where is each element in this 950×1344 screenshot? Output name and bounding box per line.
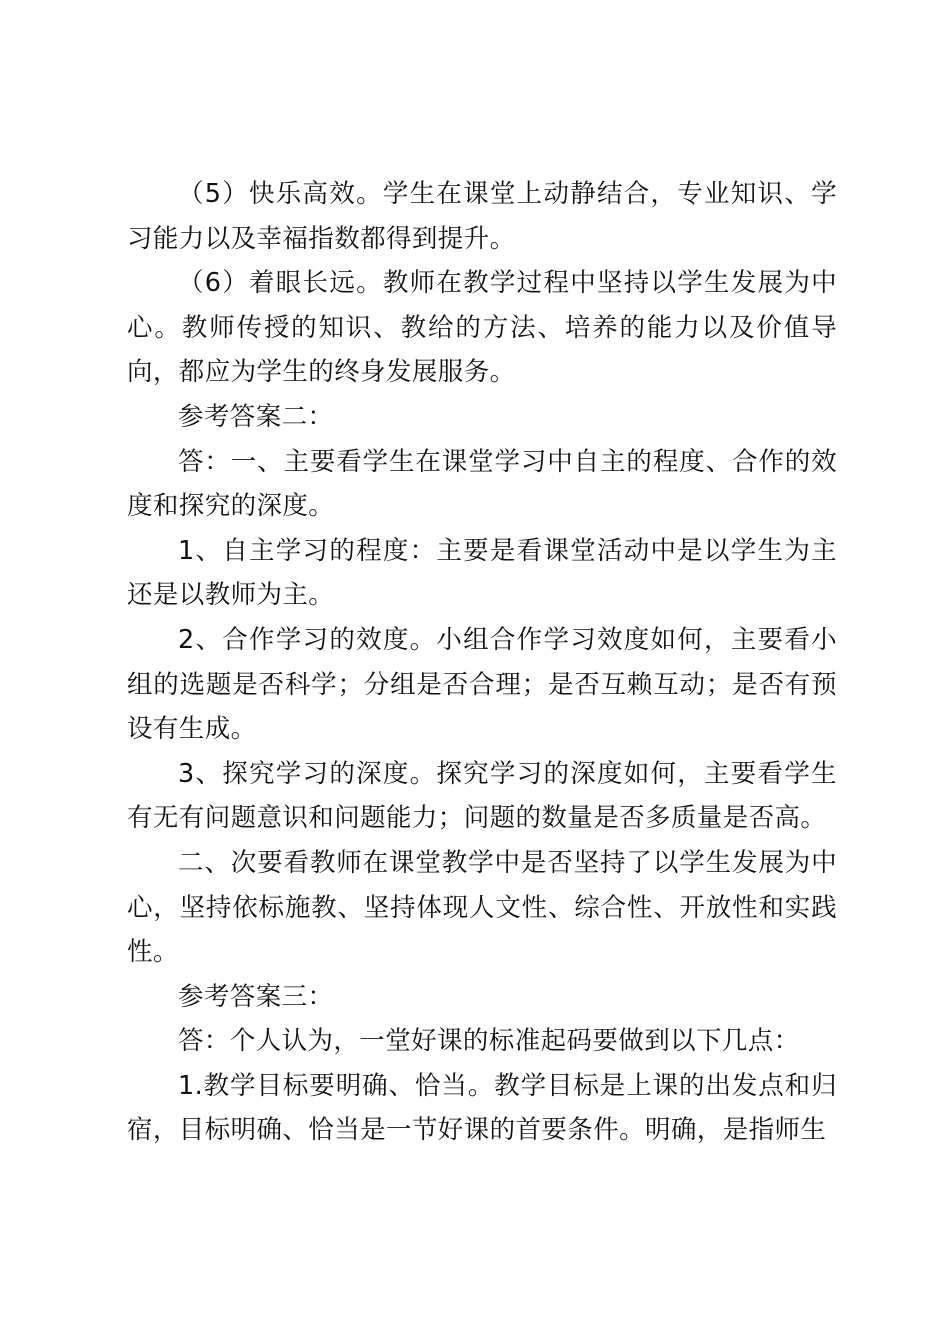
paragraph-long-term: （6）着眼长远。教师在教学过程中坚持以学生发展为中心。教师传授的知识、教给的方法、培养的能力以及价值导向，都应为学生的终身发展服务。 bbox=[127, 268, 837, 388]
heading-reference-answer-two: 参考答案二： bbox=[178, 401, 334, 432]
paragraph-cooperative-learning: 2、合作学习的效度。小组合作学习效度如何，主要看小组的选题是否科学；分组是否合理；是否互赖互动；是否有预设有生成。 bbox=[127, 624, 837, 745]
paragraph-inquiry-learning: 3、探究学习的深度。探究学习的深度如何，主要看学生有无有问题意识和问题能力；问题的数量是否多质量是否高。 bbox=[127, 758, 837, 834]
paragraph-teacher-focus: 二、次要看教师在课堂教学中是否坚持了以学生发展为中心，坚持依标施教、坚持体现人文性、综合性、开放性和实践性。 bbox=[127, 847, 837, 968]
heading-reference-answer-three: 参考答案三： bbox=[178, 981, 334, 1012]
paragraph-answer-three-intro: 答：个人认为，一堂好课的标准起码要做到以下几点： bbox=[178, 1026, 800, 1057]
document-body bbox=[127, 172, 837, 1153]
paragraph-answer-two-main: 答：一、主要看学生在课堂学习中自主的程度、合作的效度和探究的深度。 bbox=[127, 446, 837, 522]
paragraph-teaching-objectives: 1.教学目标要明确、恰当。教学目标是上课的出发点和归宿，目标明确、恰当是一节好课的首要条件。明确，是指师生 bbox=[127, 1070, 837, 1146]
paragraph-happy-efficient: （5）快乐高效。学生在课堂上动静结合，专业知识、学习能力以及幸福指数都得到提升。 bbox=[127, 179, 837, 254]
paragraph-autonomous-learning: 1、自主学习的程度：主要是看课堂活动中是以学生为主还是以教师为主。 bbox=[127, 535, 837, 611]
